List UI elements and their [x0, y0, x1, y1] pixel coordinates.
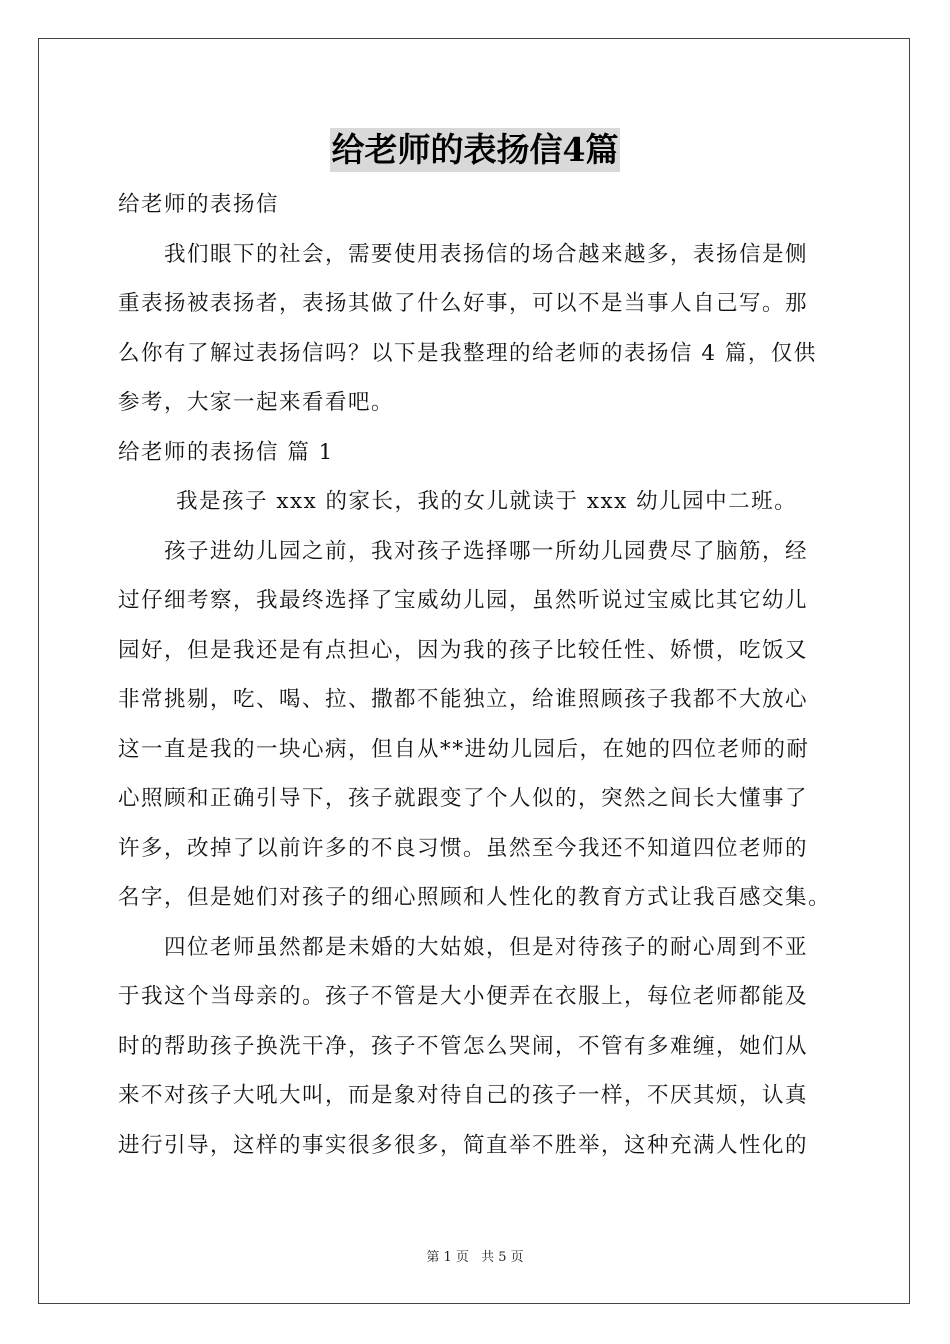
- text-line: 我是孩子 xxx 的家长，我的女儿就读于 xxx 幼儿园中二班。: [176, 489, 798, 514]
- text-line: 来不对孩子大吼大叫，而是象对待自己的孩子一样，不厌其烦，认真: [118, 1083, 809, 1108]
- text-line: 名字，但是她们对孩子的细心照顾和人性化的教育方式让我百感交集。: [118, 885, 832, 910]
- text-line: 我们眼下的社会，需要使用表扬信的场合越来越多，表扬信是侧: [164, 241, 809, 267]
- text-line: 重表扬被表扬者，表扬其做了什么好事，可以不是当事人自己写。那: [118, 291, 809, 316]
- document-body: [118, 180, 838, 1170]
- page-number-total: 共 5 页: [481, 1250, 524, 1265]
- text-line: 过仔细考察，我最终选择了宝威幼儿园，虽然听说过宝威比其它幼儿: [118, 588, 809, 613]
- text-line: 给老师的表扬信: [118, 192, 280, 217]
- text-line: 非常挑剔，吃、喝、拉、撒都不能独立，给谁照顾孩子我都不大放心: [118, 687, 809, 712]
- text-line: 园好，但是我还是有点担心，因为我的孩子比较任性、娇惯，吃饭又: [118, 637, 809, 663]
- page-footer: [0, 1246, 950, 1265]
- document-title: 给老师的表扬信4篇: [330, 128, 621, 172]
- text-line: 许多，改掉了以前许多的不良习惯。虽然至今我还不知道四位老师的: [118, 835, 809, 861]
- text-line: 于我这个当母亲的。孩子不管是大小便弄在衣服上，每位老师都能及: [118, 984, 809, 1009]
- text-line: 时的帮助孩子换洗干净，孩子不管怎么哭闹，不管有多难缠，她们从: [118, 1033, 809, 1059]
- text-line: 参考，大家一起来看看吧。: [118, 390, 395, 415]
- title-container: [0, 128, 950, 172]
- text-line: 孩子进幼儿园之前，我对孩子选择哪一所幼儿园费尽了脑筋，经: [164, 538, 809, 564]
- text-line: 进行引导，这样的事实很多很多，简直举不胜举，这种充满人性化的: [118, 1132, 809, 1158]
- text-line: 心照顾和正确引导下，孩子就跟变了个人似的，突然之间长大懂事了: [118, 786, 809, 811]
- text-line: 这一直是我的一块心病，但自从**进幼儿园后，在她的四位老师的耐: [118, 736, 810, 762]
- text-line: 么你有了解过表扬信吗？以下是我整理的给老师的表扬信 4 篇，仅供: [118, 340, 817, 366]
- text-line: 给老师的表扬信 篇 1: [118, 439, 334, 465]
- page-number-current: 第 1 页: [426, 1250, 469, 1265]
- text-line: 四位老师虽然都是未婚的大姑娘，但是对待孩子的耐心周到不亚: [164, 934, 809, 960]
